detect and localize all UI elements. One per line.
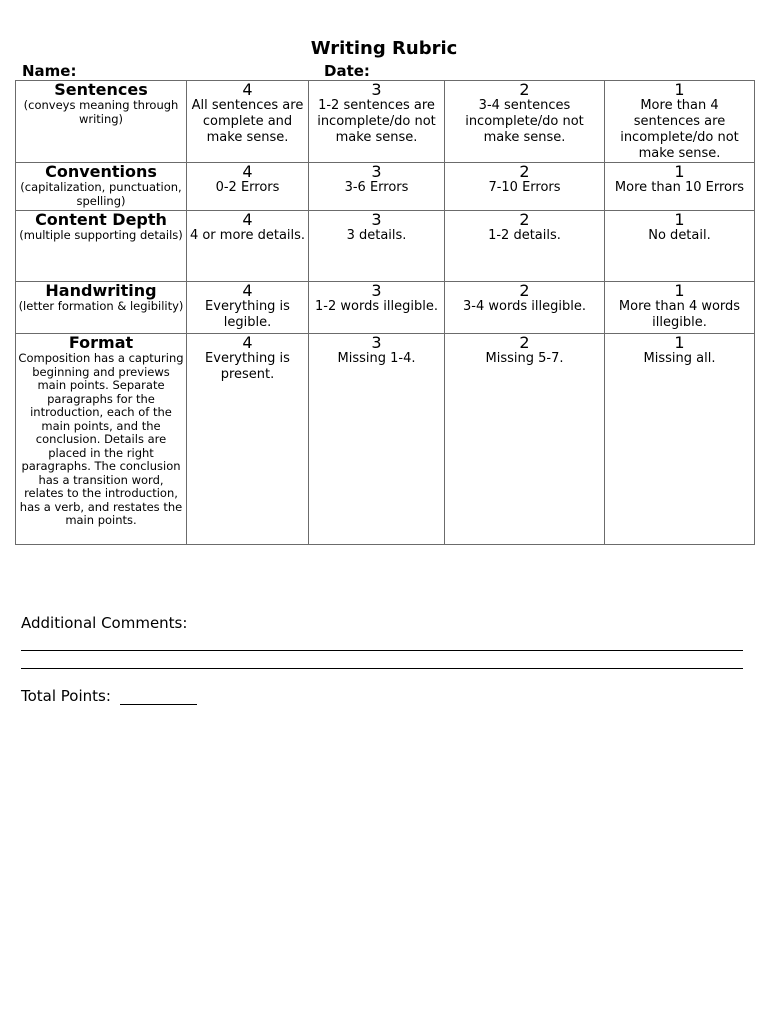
criteria-text: 1-2 words illegible.	[315, 299, 438, 314]
category-description: (conveys meaning through writing)	[23, 98, 179, 126]
category-description: (capitalization, punctuation, spelling)	[20, 180, 182, 208]
category-cell	[16, 282, 187, 334]
score-value: 4	[242, 80, 253, 99]
score-value: 3	[371, 80, 382, 99]
score-value: 2	[519, 162, 530, 181]
score-cell	[605, 211, 755, 282]
criteria-text: 3-4 sentences incomplete/do not make sense.	[465, 98, 584, 145]
score-value: 3	[371, 281, 382, 300]
score-cell	[309, 334, 445, 545]
criteria-text: Missing 1-4.	[337, 351, 416, 366]
score-value: 1	[674, 281, 685, 300]
criteria-text: Missing 5-7.	[485, 351, 564, 366]
additional-comments-label: Additional Comments:	[21, 614, 188, 632]
table-row	[16, 81, 755, 163]
score-value: 4	[242, 210, 253, 229]
criteria-text: No detail.	[648, 228, 711, 243]
category-name: Sentences	[54, 80, 148, 99]
score-value: 1	[674, 80, 685, 99]
criteria-text: 7-10 Errors	[488, 180, 561, 195]
criteria-text: 3-6 Errors	[344, 180, 409, 195]
score-value: 2	[519, 281, 530, 300]
score-cell	[605, 81, 755, 163]
category-name: Handwriting	[45, 281, 157, 300]
category-name: Content Depth	[35, 210, 167, 229]
category-cell	[16, 211, 187, 282]
category-name: Conventions	[45, 162, 157, 181]
table-row	[16, 282, 755, 334]
score-value: 1	[674, 210, 685, 229]
category-cell	[16, 334, 187, 545]
total-points-blank	[120, 704, 197, 705]
name-label: Name:	[22, 62, 77, 80]
score-cell	[445, 163, 605, 211]
score-value: 4	[242, 281, 253, 300]
score-cell	[187, 163, 309, 211]
category-cell	[16, 81, 187, 163]
score-value: 2	[519, 80, 530, 99]
criteria-text: Everything is present.	[205, 351, 290, 382]
category-description: (letter formation & legibility)	[18, 299, 184, 313]
score-value: 4	[242, 162, 253, 181]
comments-line	[21, 668, 743, 669]
criteria-text: More than 4 sentences are incomplete/do not make sense.	[620, 98, 739, 161]
score-cell	[445, 334, 605, 545]
rubric-table	[15, 80, 755, 545]
score-value: 1	[674, 333, 685, 352]
score-cell	[445, 81, 605, 163]
score-cell	[309, 163, 445, 211]
score-cell	[187, 211, 309, 282]
category-cell	[16, 163, 187, 211]
criteria-text: 3-4 words illegible.	[463, 299, 586, 314]
score-value: 4	[242, 333, 253, 352]
score-value: 1	[674, 162, 685, 181]
score-value: 2	[519, 333, 530, 352]
score-value: 3	[371, 210, 382, 229]
score-cell	[187, 81, 309, 163]
score-value: 3	[371, 333, 382, 352]
criteria-text: All sentences are complete and make sense.	[191, 98, 304, 145]
category-name: Format	[68, 333, 134, 352]
score-cell	[605, 282, 755, 334]
score-value: 2	[519, 210, 530, 229]
criteria-text: 3 details.	[346, 228, 407, 243]
comments-line	[21, 650, 743, 651]
criteria-text: 1-2 details.	[488, 228, 561, 243]
criteria-text: More than 4 words illegible.	[618, 299, 741, 330]
score-cell	[309, 211, 445, 282]
score-value: 3	[371, 162, 382, 181]
score-cell	[445, 211, 605, 282]
criteria-text: Missing all.	[643, 351, 716, 366]
category-description: (multiple supporting details)	[19, 228, 183, 242]
score-cell	[309, 81, 445, 163]
criteria-text: Everything is legible.	[205, 299, 290, 330]
score-cell	[605, 334, 755, 545]
criteria-text: 0-2 Errors	[215, 180, 280, 195]
table-row	[16, 334, 755, 545]
date-label: Date:	[324, 62, 370, 80]
score-cell	[187, 334, 309, 545]
table-row	[16, 211, 755, 282]
table-row	[16, 163, 755, 211]
score-cell	[445, 282, 605, 334]
total-points-label: Total Points:	[21, 687, 111, 705]
score-cell	[605, 163, 755, 211]
criteria-text: More than 10 Errors	[614, 180, 745, 195]
score-cell	[309, 282, 445, 334]
criteria-text: 4 or more details.	[189, 228, 306, 243]
criteria-text: 1-2 sentences are incomplete/do not make sense.	[317, 98, 436, 145]
score-cell	[187, 282, 309, 334]
page-title: Writing Rubric	[310, 38, 458, 59]
category-description: Composition has a capturing beginning and previews main points. Separate paragraphs for the introduction, each of the main points, and the conclusion. Details are placed in the right paragraphs. The conclusion has a transition word, relates to the introduction, has a verb, and restates the main points.	[18, 351, 184, 527]
